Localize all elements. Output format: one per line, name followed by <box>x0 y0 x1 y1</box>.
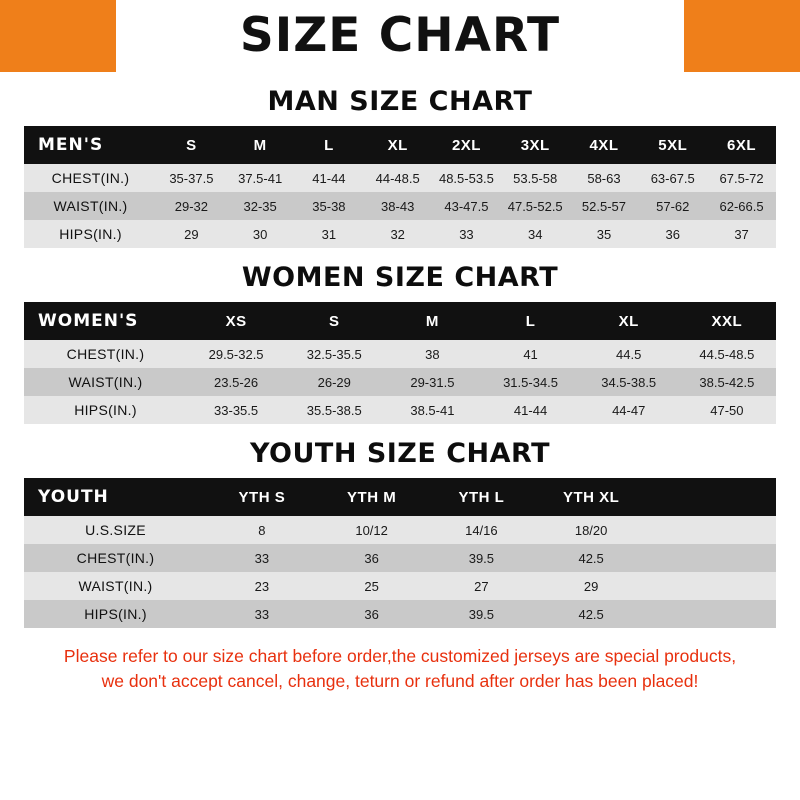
women-hips-xxl: 47-50 <box>678 396 776 424</box>
men-hips-4xl: 35 <box>570 220 639 248</box>
women-waist-s: 26-29 <box>285 368 383 396</box>
table-header-row <box>24 126 776 164</box>
youth-chest-xl: 42.5 <box>536 544 646 572</box>
table-row <box>24 164 776 192</box>
table-row <box>24 516 776 544</box>
women-waist-xs: 23.5-26 <box>187 368 285 396</box>
youth-chest-l: 39.5 <box>427 544 537 572</box>
men-table-head <box>24 126 776 164</box>
youth-waist-xl: 29 <box>536 572 646 600</box>
men-row-label-hips: HIPS(IN.) <box>24 220 157 248</box>
women-size-table <box>24 302 776 424</box>
women-chest-xl: 44.5 <box>580 340 678 368</box>
women-chest-m: 38 <box>383 340 481 368</box>
men-waist-5xl: 57-62 <box>638 192 707 220</box>
men-hips-m: 30 <box>226 220 295 248</box>
section-title-women: WOMEN SIZE CHART <box>241 262 559 293</box>
men-hips-s: 29 <box>157 220 226 248</box>
youth-row-label-hips: HIPS(IN.) <box>24 600 207 628</box>
men-waist-4xl: 52.5-57 <box>570 192 639 220</box>
youth-chest-s: 33 <box>207 544 317 572</box>
men-col-xl: XL <box>363 126 432 164</box>
men-waist-6xl: 62-66.5 <box>707 192 776 220</box>
youth-col-m: YTH M <box>317 478 427 516</box>
table-row <box>24 396 776 424</box>
men-waist-l: 35-38 <box>295 192 364 220</box>
women-row-label-hips: HIPS(IN.) <box>24 396 187 424</box>
banner-accent-left <box>0 0 116 72</box>
youth-hips-s: 33 <box>207 600 317 628</box>
table-row <box>24 368 776 396</box>
women-col-s: S <box>285 302 383 340</box>
youth-size-table <box>24 478 776 628</box>
youth-corner-label: YOUTH <box>24 478 207 516</box>
men-chest-4xl: 58-63 <box>570 164 639 192</box>
women-hips-m: 38.5-41 <box>383 396 481 424</box>
youth-hips-m: 36 <box>317 600 427 628</box>
men-chest-2xl: 48.5-53.5 <box>432 164 501 192</box>
men-chest-3xl: 53.5-58 <box>501 164 570 192</box>
men-row-label-chest: CHEST(IN.) <box>24 164 157 192</box>
youth-row-label-chest: CHEST(IN.) <box>24 544 207 572</box>
men-hips-3xl: 34 <box>501 220 570 248</box>
youth-col-l: YTH L <box>427 478 537 516</box>
youth-table-head <box>24 478 776 516</box>
women-waist-l: 31.5-34.5 <box>481 368 579 396</box>
men-hips-5xl: 36 <box>638 220 707 248</box>
youth-hips-xl: 42.5 <box>536 600 646 628</box>
men-chest-6xl: 67.5-72 <box>707 164 776 192</box>
women-row-label-waist: WAIST(IN.) <box>24 368 187 396</box>
men-chest-s: 35-37.5 <box>157 164 226 192</box>
men-row-label-waist: WAIST(IN.) <box>24 192 157 220</box>
men-col-2xl: 2XL <box>432 126 501 164</box>
youth-waist-l: 27 <box>427 572 537 600</box>
table-header-row <box>24 302 776 340</box>
women-chest-xxl: 44.5-48.5 <box>678 340 776 368</box>
men-table-body <box>24 164 776 248</box>
women-chest-s: 32.5-35.5 <box>285 340 383 368</box>
youth-col-s: YTH S <box>207 478 317 516</box>
men-col-3xl: 3XL <box>501 126 570 164</box>
men-waist-m: 32-35 <box>226 192 295 220</box>
youth-waist-m: 25 <box>317 572 427 600</box>
men-col-l: L <box>295 126 364 164</box>
women-table-body <box>24 340 776 424</box>
women-col-xs: XS <box>187 302 285 340</box>
women-row-label-chest: CHEST(IN.) <box>24 340 187 368</box>
men-col-s: S <box>157 126 226 164</box>
men-col-6xl: 6XL <box>707 126 776 164</box>
banner-accent-right <box>684 0 800 72</box>
table-row <box>24 220 776 248</box>
youth-hips-l: 39.5 <box>427 600 537 628</box>
table-row <box>24 600 776 628</box>
women-waist-m: 29-31.5 <box>383 368 481 396</box>
footer-note-line2: we don't accept cancel, change, teturn or refund after order has been placed! <box>101 671 699 692</box>
men-chest-l: 41-44 <box>295 164 364 192</box>
men-waist-3xl: 47.5-52.5 <box>501 192 570 220</box>
youth-row-label-ussize: U.S.SIZE <box>24 516 207 544</box>
men-col-m: M <box>226 126 295 164</box>
men-hips-xl: 32 <box>363 220 432 248</box>
youth-chest-spacer <box>646 544 776 572</box>
chart-content <box>0 86 800 695</box>
women-hips-xs: 33-35.5 <box>187 396 285 424</box>
women-waist-xxl: 38.5-42.5 <box>678 368 776 396</box>
table-row <box>24 192 776 220</box>
table-row <box>24 544 776 572</box>
youth-ussize-xl: 18/20 <box>536 516 646 544</box>
women-chest-l: 41 <box>481 340 579 368</box>
youth-waist-s: 23 <box>207 572 317 600</box>
men-corner-label: MEN'S <box>24 126 157 164</box>
header-banner <box>0 0 800 72</box>
women-waist-xl: 34.5-38.5 <box>580 368 678 396</box>
men-chest-xl: 44-48.5 <box>363 164 432 192</box>
youth-table-body <box>24 516 776 628</box>
men-col-4xl: 4XL <box>570 126 639 164</box>
men-chest-m: 37.5-41 <box>226 164 295 192</box>
youth-waist-spacer <box>646 572 776 600</box>
table-header-row <box>24 478 776 516</box>
men-hips-l: 31 <box>295 220 364 248</box>
women-corner-label: WOMEN'S <box>24 302 187 340</box>
men-size-table <box>24 126 776 248</box>
women-hips-s: 35.5-38.5 <box>285 396 383 424</box>
women-table-head <box>24 302 776 340</box>
table-row <box>24 340 776 368</box>
section-title-youth: YOUTH SIZE CHART <box>249 438 551 469</box>
men-chest-5xl: 63-67.5 <box>638 164 707 192</box>
women-col-l: L <box>481 302 579 340</box>
youth-ussize-l: 14/16 <box>427 516 537 544</box>
footer-note <box>24 644 776 695</box>
men-waist-s: 29-32 <box>157 192 226 220</box>
youth-hips-spacer <box>646 600 776 628</box>
men-waist-xl: 38-43 <box>363 192 432 220</box>
men-hips-6xl: 37 <box>707 220 776 248</box>
men-waist-2xl: 43-47.5 <box>432 192 501 220</box>
youth-col-spacer <box>646 478 776 516</box>
women-hips-xl: 44-47 <box>580 396 678 424</box>
youth-col-xl: YTH XL <box>536 478 646 516</box>
table-row <box>24 572 776 600</box>
women-hips-l: 41-44 <box>481 396 579 424</box>
women-col-xxl: XXL <box>678 302 776 340</box>
section-title-men: MAN SIZE CHART <box>267 86 533 117</box>
footer-note-line1: Please refer to our size chart before order,the customized jerseys are special products, <box>63 646 737 666</box>
youth-row-label-waist: WAIST(IN.) <box>24 572 207 600</box>
women-col-xl: XL <box>580 302 678 340</box>
women-col-m: M <box>383 302 481 340</box>
youth-ussize-spacer <box>646 516 776 544</box>
youth-ussize-s: 8 <box>207 516 317 544</box>
men-col-5xl: 5XL <box>638 126 707 164</box>
page-title: SIZE CHART <box>239 8 561 63</box>
women-chest-xs: 29.5-32.5 <box>187 340 285 368</box>
youth-ussize-m: 10/12 <box>317 516 427 544</box>
men-hips-2xl: 33 <box>432 220 501 248</box>
youth-chest-m: 36 <box>317 544 427 572</box>
